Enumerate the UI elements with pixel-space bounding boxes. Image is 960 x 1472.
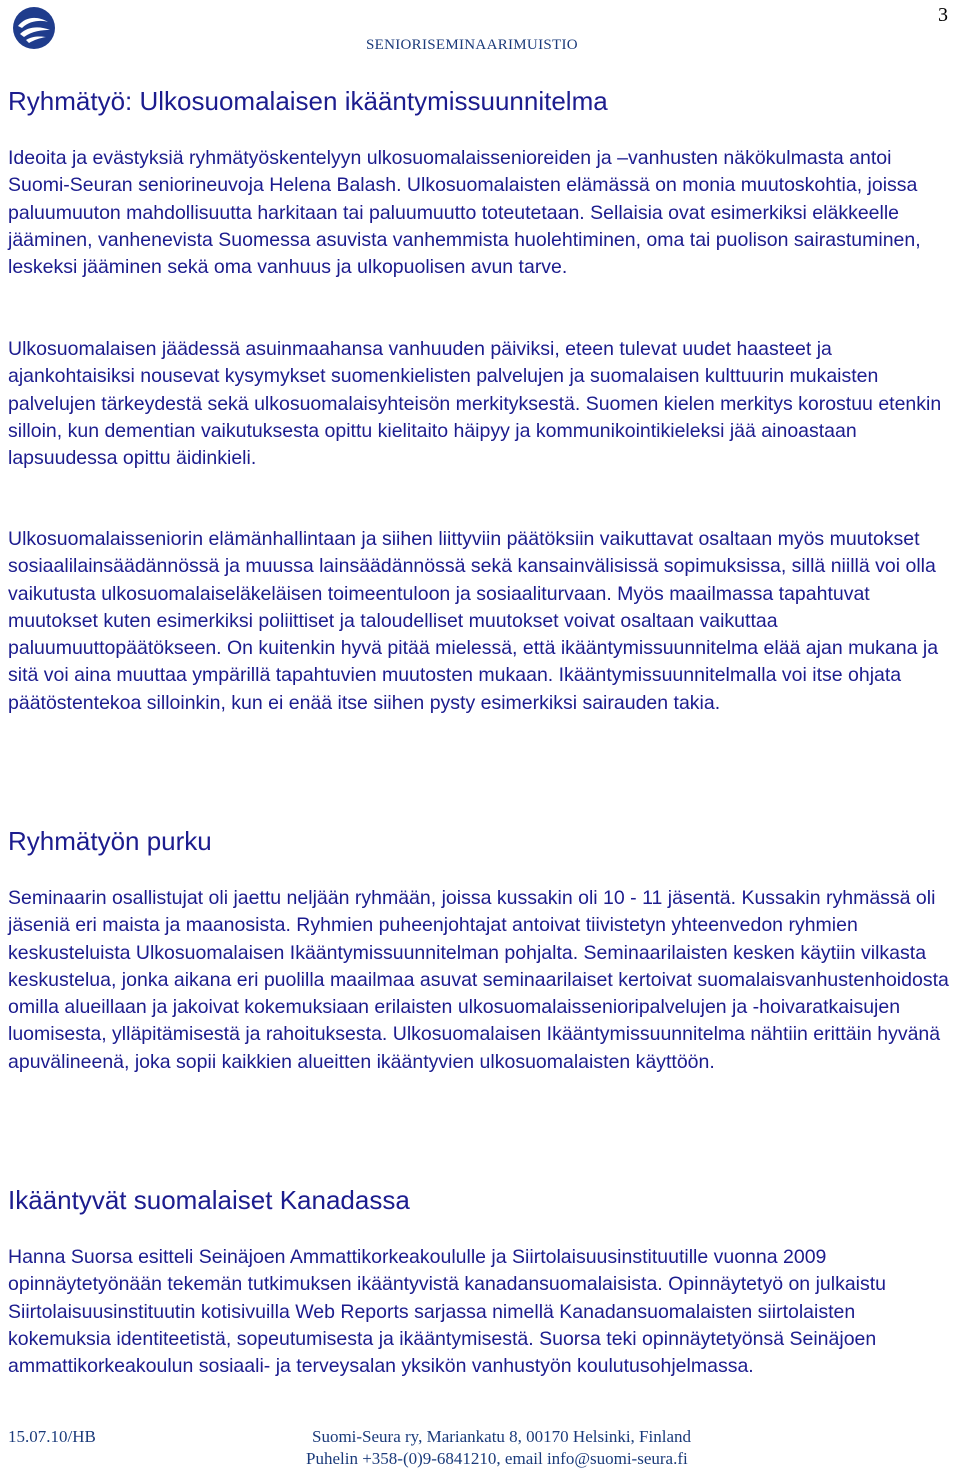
footer-contact: Puhelin +358-(0)9-6841210, email info@suomi-seura.fi: [306, 1449, 688, 1468]
section-heading-ryhmatyon-purku: Ryhmätyön purku: [8, 826, 212, 856]
footer-date: 15.07.10/HB: [8, 1427, 96, 1446]
suomi-seura-logo: [12, 6, 56, 50]
section-paragraph: Ulkosuomalaisen jäädessä asuinmaahansa vanhuuden päiviksi, eteen tulevat uudet haasteet ja ajankohtaisiksi nousevat kysymykset suomenkielisten palvelujen ja suomalaisen kulttuurin mukaisten palvelujen tärkeydestä sekä ulkosuomalaisyhteisön merkityksestä. Suomen kielen merkitys korostuu etenkin silloin, kun dementian vaikutuksesta opittu kielitaito häipyy ja kommunikointikieleksi jää ainoastaan lapsuudessa opittu äidinkieli.: [8, 338, 942, 470]
section-heading-kanada: Ikääntyvät suomalaiset Kanadassa: [8, 1185, 410, 1215]
footer-address: Suomi-Seura ry, Mariankatu 8, 00170 Helsinki, Finland: [312, 1427, 691, 1446]
section-paragraph: Seminaarin osallistujat oli jaettu neljään ryhmään, joissa kussakin oli 10 - 11 jäsentä. Kussakin ryhmässä oli jäseniä eri maista ja maanosista. Ryhmien puheenjohtajat antoivat tiivistetyn yhteenvedon ryhmien keskusteluista Ulkosuomalaisen Ikääntymissuunnitelman pohjalta. Seminaarilaisten kesken käytiin vilkasta keskustelua, jonka aikana eri puolilla maailmaa asuvat seminaarilaiset kertoivat suomalaisvanhustenhoidosta omilla alueillaan ja jakoivat kokemuksiaan erilaisten ulkosuomalaissenioripalvelujen ja -hoivaratkaisujen luomisesta, ylläpitämisestä ja rahoituksesta. Ulkosuomalaisen Ikääntymissuunnitelma nähtiin erittäin hyvänä apuvälineenä, joka sopii kaikkien alueitten ikääntyvien ulkosuomalaisten käyttöön.: [8, 887, 949, 1073]
document-footer: [0, 1425, 960, 1472]
page-number: 3: [938, 4, 948, 26]
section-paragraph: Ideoita ja evästyksiä ryhmätyöskentelyyn ulkosuomalaissenioreiden ja –vanhusten näkökulmasta antoi Suomi-Seuran seniorineuvoja Helena Balash. Ulkosuomalaisten elämässä on monia muutoskohtia, joissa paluumuuton mahdollisuutta harkitaan tai paluumuutto toteutetaan. Sellaisia ovat esimerkiksi eläkkeelle jääminen, vanhenevista Suomessa asuvista vanhemmista huolehtiminen, oma tai puolison sairastuminen, leskeksi jääminen sekä oma vanhuus ja ulkopuolisen avun tarve.: [8, 147, 921, 279]
document-header-title: SENIORISEMINAARIMUISTIO: [366, 37, 578, 53]
section-heading-ikaantymissuunnitelma: Ryhmätyö: Ulkosuomalaisen ikääntymissuunnitelma: [8, 86, 608, 116]
section-paragraph: Ulkosuomalaisseniorin elämänhallintaan ja siihen liittyviin päätöksiin vaikuttavat osaltaan myös muutokset sosiaalilainsäädännössä ja muussa lainsäädännössä sekä kansainvälisissä sopimuksissa, sillä niillä voi olla vaikutusta ulkosuomalaiseläkeläisen toimeentuloon ja sosiaaliturvaan. Myös maailmassa tapahtuvat muutokset kuten esimerkiksi poliittiset ja taloudelliset muutokset voivat osaltaan vaikuttaa paluumuuttopäätökseen. On kuitenkin hyvä pitää mielessä, että ikääntymissuunnitelma elää ajan mukana ja sitä voi aina muuttaa ympärillä tapahtuvien muutosten mukaan. Ikääntymissuunnitelmalla voi itse ohjata päätöstentekoa silloinkin, kun ei enää itse siihen pysty esimerkiksi sairauden takia.: [8, 528, 939, 714]
section-paragraph: Hanna Suorsa esitteli Seinäjoen Ammattikorkeakoululle ja Siirtolaisuusinstituutille vuonna 2009 opinnäytetyönään tekemän tutkimuksen ikääntyvistä kanadansuomalaisista. Opinnäytetyö on julkaistu Siirtolaisuusinstituutin kotisivuilla Web Reports sarjassa nimellä Kanadansuomalaisten siirtolaisten kokemuksia identiteetistä, sopeutumisesta ja ikääntymisestä. Suorsa teki opinnäytetyönsä Seinäjoen ammattikorkeakoulun sosiaali- ja terveysalan yksikön vanhustyön koulutusohjelmassa.: [8, 1246, 887, 1378]
